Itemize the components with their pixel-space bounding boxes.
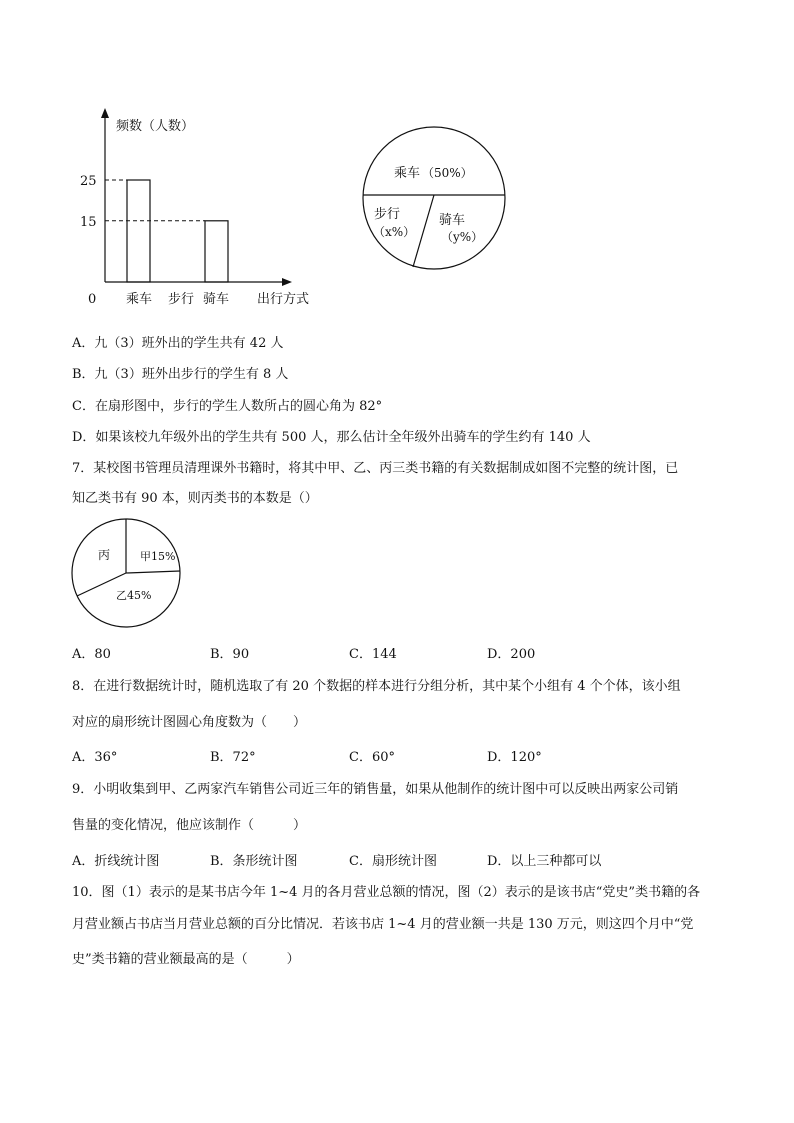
pie-slice-label-bing: 丙 [98, 548, 111, 562]
x-category-label: 骑车 [203, 292, 230, 307]
q8-stem-line2: 对应的扇形统计图圆心角度数为（ ） [72, 715, 307, 730]
pie-chart-travel [360, 124, 510, 274]
q8-option-b: B．72° [210, 750, 256, 765]
pie-divider-right [126, 571, 180, 573]
q9-stem-line2: 售量的变化情况，他应该制作（ ） [72, 818, 307, 833]
y-axis-arrow [101, 108, 109, 118]
q7-option-d: D．200 [487, 647, 536, 662]
q7-option-b: B．90 [210, 647, 250, 662]
pie-slice-label-bike: 骑车 [439, 213, 466, 228]
pie-divider-diagonal [413, 195, 434, 267]
x-axis-label: 出行方式 [257, 292, 310, 307]
q7-option-a: A．80 [72, 647, 111, 662]
pie-slice-label-ride: 乘车 [394, 166, 421, 181]
pie-slice-label-walk: 步行 [374, 207, 401, 222]
x-axis-arrow [282, 278, 292, 286]
bar [127, 180, 150, 282]
x-category-label: 乘车 [126, 292, 153, 307]
q10-stem-line2: 月营业额占书店当月营业总额的百分比情况．若该书店 1~4 月的营业额一共是 130 万元，则这四个月中“党 [72, 917, 694, 932]
q7-stem-line1: 7．某校图书管理员清理课外书籍时，将其中甲、乙、丙三类书籍的有关数据制成如图不完整的统计图，已 [72, 461, 679, 476]
q10-stem-line1: 10．图（1）表示的是某书店今年 1~4 月的各月营业总额的情况，图（2）表示的是该书店“党史”类书籍的各 [72, 885, 701, 900]
pie-chart-books [70, 518, 186, 634]
q6-option-d: D．如果该校九年级外出的学生共有 500 人，那么估计全年级外出骑车的学生约有 140 人 [72, 430, 591, 445]
pie-slice-value-ride: （50%） [422, 166, 473, 180]
q10-stem-line3: 史”类书籍的营业额最高的是（ ） [72, 952, 300, 967]
pie-slice-label-yi: 乙45% [116, 589, 152, 602]
q9-option-b: B．条形统计图 [210, 854, 298, 869]
q9-option-c: C．扇形统计图 [349, 854, 437, 869]
q9-option-a: A．折线统计图 [72, 854, 160, 869]
y-tick-label: 15 [80, 214, 97, 230]
q9-option-d: D．以上三种都可以 [487, 854, 602, 869]
pie-slice-label-jia: 甲15% [140, 550, 176, 563]
pie-slice-value-walk: （x%） [373, 225, 416, 239]
q9-stem-line1: 9．小明收集到甲、乙两家汽车销售公司近三年的销售量，如果从他制作的统计图中可以反映出两家公司销 [72, 782, 679, 797]
q8-option-d: D．120° [487, 750, 542, 765]
bar [205, 221, 228, 282]
q6-option-c: C．在扇形图中，步行的学生人数所占的圆心角为 82° [72, 399, 383, 414]
y-axis-label: 频数（人数） [116, 119, 195, 134]
bar-chart [70, 100, 330, 315]
pie-outline [363, 127, 505, 269]
q8-stem-line1: 8．在进行数据统计时，随机选取了有 20 个数据的样本进行分组分析，其中某个小组有 4 个个体，该小组 [72, 679, 681, 694]
origin-label: 0 [88, 292, 97, 307]
q7-stem-line2: 知乙类书有 90 本，则丙类书的本数是（） [72, 491, 318, 506]
y-tick-label: 25 [80, 174, 97, 189]
q7-option-c: C．144 [349, 647, 397, 662]
x-category-label: 步行 [168, 292, 195, 307]
q8-option-a: A．36° [72, 750, 118, 765]
q6-option-b: B．九（3）班外出步行的学生有 8 人 [72, 367, 289, 382]
q8-option-c: C．60° [349, 750, 395, 765]
q6-option-a: A．九（3）班外出的学生共有 42 人 [72, 336, 284, 351]
pie-slice-value-bike: （y%） [441, 230, 484, 244]
